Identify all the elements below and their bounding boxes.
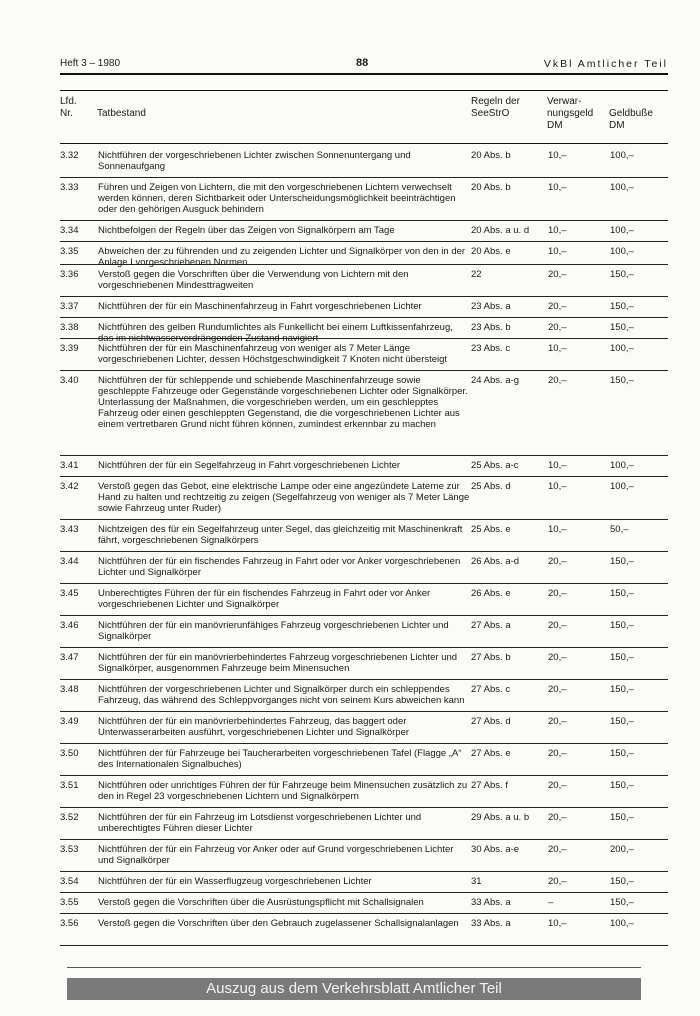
row-geldbusse: 150,– — [610, 269, 634, 280]
row-number: 3.53 — [60, 844, 79, 855]
row-verwarnungsgeld: 10,– — [548, 481, 567, 492]
row-geldbusse: 150,– — [610, 652, 634, 663]
row-tatbestand: Nichtführen der für ein Maschinenfahrzeug von weniger als 7 Meter Länge vorgeschriebenen Lichter, dessen Höchstgeschwindigkeit 7 Knoten nicht übersteigt — [98, 343, 448, 365]
table-row — [60, 648, 668, 680]
row-tatbestand: Nichtbefolgen der Regeln über das Zeigen von Signalkörpern am Tage — [98, 225, 395, 236]
table-row — [60, 318, 668, 344]
row-tatbestand: Nichtführen der für schleppende und schiebende Maschinenfahrzeuge sowie geschleppte Fahrzeuge oder Gegenstände vorgeschriebenen Lichter oder Signalkörper. Unterlassung der Maßnahmen, die vorgeschrieben werden, um ein geschlepptes Fahrzeug oder einen geschleppten Gegenstand, die die vorgeschriebenen Lichter aus einem vertretbaren Grund nicht führen können, zumindest erkennbar zu machen — [98, 375, 468, 430]
row-geldbusse: 50,– — [610, 524, 629, 535]
table-row — [60, 477, 668, 520]
offence-table — [60, 146, 668, 946]
row-number: 3.50 — [60, 748, 79, 759]
row-tatbestand: Führen und Zeigen von Lichtern, die mit den vorgeschriebenen Lichtern verwechselt werden können, deren Sichtbarkeit oder Unterscheidungsmöglichkeit beeinträchtigen oder den gehörigen Ausguck behindern — [98, 182, 456, 215]
row-geldbusse: 150,– — [610, 897, 634, 908]
row-regel: 20 Abs. b — [471, 182, 511, 193]
row-tatbestand: Verstoß gegen die Vorschriften über die Verwendung von Lichtern mit den vorgeschriebenen Mindesttragweiten — [98, 269, 409, 291]
row-regel: 26 Abs. e — [471, 588, 511, 599]
row-tatbestand: Verstoß gegen die Vorschriften über den Gebrauch zugelassener Schallsignalanlagen — [98, 918, 459, 929]
column-header-regeln: Regeln der SeeStrO — [471, 96, 520, 119]
row-verwarnungsgeld: 10,– — [548, 225, 567, 236]
row-verwarnungsgeld: 20,– — [548, 876, 567, 887]
row-regel: 27 Abs. f — [471, 780, 508, 791]
row-geldbusse: 150,– — [610, 620, 634, 631]
row-number: 3.41 — [60, 460, 79, 471]
row-regel: 23 Abs. c — [471, 343, 511, 354]
row-number: 3.38 — [60, 322, 79, 333]
row-geldbusse: 150,– — [610, 748, 634, 759]
row-number: 3.45 — [60, 588, 79, 599]
row-tatbestand: Unberechtigtes Führen der für ein fischendes Fahrzeug in Fahrt oder vor Anker vorgeschriebenen Lichter und Signalkörper — [98, 588, 431, 610]
row-number: 3.39 — [60, 343, 79, 354]
table-row — [60, 776, 668, 808]
row-verwarnungsgeld: 10,– — [548, 150, 567, 161]
row-verwarnungsgeld: 20,– — [548, 322, 567, 333]
page-number: 88 — [356, 57, 369, 69]
row-verwarnungsgeld: 20,– — [548, 716, 567, 727]
row-geldbusse: 150,– — [610, 716, 634, 727]
row-geldbusse: 100,– — [610, 343, 634, 354]
row-regel: 29 Abs. a u. b — [471, 812, 530, 823]
row-verwarnungsgeld: 20,– — [548, 652, 567, 663]
row-tatbestand: Nichtführen der für ein Segelfahrzeug in Fahrt vorgeschriebenen Lichter — [98, 460, 401, 471]
header-bottom-rule — [60, 143, 668, 144]
row-tatbestand: Nichtführen der für ein fischendes Fahrzeug in Fahrt oder vor Anker vorgeschriebenen Lichter und Signalkörper — [98, 556, 461, 578]
row-geldbusse: 150,– — [610, 375, 634, 386]
table-column-headers — [60, 96, 668, 142]
row-regel: 20 Abs. b — [471, 150, 511, 161]
issue-label: Heft 3 – 1980 — [60, 58, 121, 69]
row-geldbusse: 150,– — [610, 301, 634, 312]
row-regel: 22 — [471, 269, 482, 280]
row-tatbestand: Abweichen der zu führenden und zu zeigenden Lichter und Signalkörper von den in der Anlage I vorgeschriebenen Normen — [98, 246, 466, 268]
row-geldbusse: 100,– — [610, 225, 634, 236]
table-row — [60, 914, 668, 946]
row-regel: 25 Abs. d — [471, 481, 511, 492]
row-number: 3.48 — [60, 684, 79, 695]
row-tatbestand: Nichtführen oder unrichtiges Führen der für Fahrzeuge beim Minensuchen zusätzlich zu den in Regel 23 vorgeschriebenen Lichtern und Signalkörpern — [98, 780, 468, 802]
table-row — [60, 808, 668, 840]
row-number: 3.37 — [60, 301, 79, 312]
row-verwarnungsgeld: 10,– — [548, 460, 567, 471]
row-tatbestand: Nichtzeigen des für ein Segelfahrzeug unter Segel, das gleichzeitig mit Maschinenkraft fährt, vorgeschriebenen Signalkörpers — [98, 524, 463, 546]
row-regel: 31 — [471, 876, 482, 887]
row-verwarnungsgeld: 20,– — [548, 748, 567, 759]
row-number: 3.46 — [60, 620, 79, 631]
table-row — [60, 552, 668, 584]
row-verwarnungsgeld: – — [548, 897, 554, 908]
row-number: 3.35 — [60, 246, 79, 257]
row-geldbusse: 100,– — [610, 918, 634, 929]
table-row — [60, 680, 668, 712]
row-number: 3.52 — [60, 812, 79, 823]
row-regel: 25 Abs. e — [471, 524, 511, 535]
row-number: 3.49 — [60, 716, 79, 727]
row-regel: 30 Abs. a-e — [471, 844, 520, 855]
table-row — [60, 840, 668, 872]
row-number: 3.34 — [60, 225, 79, 236]
row-geldbusse: 150,– — [610, 322, 634, 333]
table-row — [60, 872, 668, 893]
table-row — [60, 297, 668, 318]
row-regel: 20 Abs. e — [471, 246, 511, 257]
row-regel: 27 Abs. c — [471, 684, 511, 695]
row-geldbusse: 150,– — [610, 556, 634, 567]
row-geldbusse: 150,– — [610, 780, 634, 791]
table-row — [60, 178, 668, 221]
row-tatbestand: Verstoß gegen das Gebot, eine elektrische Lampe oder eine angezündete Laterne zur Hand zu halten und rechtzeitig zu zeigen (Segelfahrzeug von weniger als 7 Meter Länge sowie Fahrzeug unter Ruder) — [98, 481, 470, 514]
row-number: 3.55 — [60, 897, 79, 908]
row-number: 3.44 — [60, 556, 79, 567]
table-row — [60, 584, 668, 616]
table-row — [60, 520, 668, 552]
row-regel: 25 Abs. a-c — [471, 460, 519, 471]
row-verwarnungsgeld: 20,– — [548, 844, 567, 855]
row-regel: 27 Abs. b — [471, 652, 511, 663]
row-verwarnungsgeld: 20,– — [548, 780, 567, 791]
row-number: 3.51 — [60, 780, 79, 791]
row-number: 3.33 — [60, 182, 79, 193]
row-number: 3.43 — [60, 524, 79, 535]
row-tatbestand: Nichtführen der für ein Maschinenfahrzeug in Fahrt vorgeschriebenen Lichter — [98, 301, 422, 312]
table-row — [60, 242, 668, 268]
row-regel: 26 Abs. a-d — [471, 556, 520, 567]
row-geldbusse: 150,– — [610, 812, 634, 823]
table-row — [60, 893, 668, 914]
row-verwarnungsgeld: 10,– — [548, 918, 567, 929]
row-regel: 24 Abs. a-g — [471, 375, 520, 386]
row-regel: 27 Abs. e — [471, 748, 511, 759]
row-geldbusse: 100,– — [610, 460, 634, 471]
table-row — [60, 146, 668, 178]
page-header — [60, 56, 668, 72]
row-geldbusse: 150,– — [610, 684, 634, 695]
footer-banner: Auszug aus dem Verkehrsblatt Amtlicher Teil — [67, 978, 641, 1000]
table-row — [60, 265, 668, 297]
table-row — [60, 744, 668, 776]
row-verwarnungsgeld: 20,– — [548, 684, 567, 695]
row-verwarnungsgeld: 20,– — [548, 588, 567, 599]
row-geldbusse: 100,– — [610, 150, 634, 161]
row-regel: 20 Abs. a u. d — [471, 225, 530, 236]
row-tatbestand: Verstoß gegen die Vorschriften über die Ausrüstungspflicht mit Schallsignalen — [98, 897, 424, 908]
row-regel: 33 Abs. a — [471, 897, 511, 908]
table-row — [60, 339, 668, 371]
column-header-verwarnungsgeld: Verwar- nungsgeld DM — [547, 96, 594, 131]
table-row — [60, 221, 668, 242]
bottom-rule — [67, 967, 641, 968]
row-verwarnungsgeld: 20,– — [548, 556, 567, 567]
row-regel: 23 Abs. a — [471, 301, 511, 312]
row-tatbestand: Nichtführen der für ein Wasserflugzeug vorgeschriebenen Lichter — [98, 876, 372, 887]
row-regel: 23 Abs. b — [471, 322, 511, 333]
table-top-rule — [60, 90, 668, 91]
row-tatbestand: Nichtführen der vorgeschriebenen Lichter zwischen Sonnenuntergang und Sonnenaufgang — [98, 150, 411, 172]
row-regel: 33 Abs. a — [471, 918, 511, 929]
row-verwarnungsgeld: 10,– — [548, 343, 567, 354]
row-geldbusse: 100,– — [610, 246, 634, 257]
row-geldbusse: 100,– — [610, 481, 634, 492]
table-row — [60, 456, 668, 477]
row-geldbusse: 100,– — [610, 182, 634, 193]
row-number: 3.32 — [60, 150, 79, 161]
row-number: 3.47 — [60, 652, 79, 663]
table-row — [60, 712, 668, 744]
row-verwarnungsgeld: 10,– — [548, 182, 567, 193]
row-tatbestand: Nichtführen des gelben Rundumlichtes als Funkellicht bei einem Luftkissenfahrzeug, das im nichtwasserverdrängenden Zustand navigiert — [98, 322, 453, 344]
column-header-geldbusse: Geldbuße DM — [609, 108, 653, 131]
row-tatbestand: Nichtführen der vorgeschriebenen Lichter und Signalkörper durch ein schleppendes Fahrzeug, das während des Schleppvorganges nicht von seinem Kurs abweichen kann — [98, 684, 465, 706]
row-verwarnungsgeld: 20,– — [548, 269, 567, 280]
journal-title: VkBl Amtlicher Teil — [543, 58, 668, 70]
header-rule — [60, 73, 668, 75]
column-header-tatbestand: Tatbestand — [97, 108, 146, 119]
row-verwarnungsgeld: 20,– — [548, 812, 567, 823]
row-number: 3.56 — [60, 918, 79, 929]
row-number: 3.42 — [60, 481, 79, 492]
row-verwarnungsgeld: 20,– — [548, 301, 567, 312]
row-verwarnungsgeld: 20,– — [548, 375, 567, 386]
row-number: 3.40 — [60, 375, 79, 386]
row-verwarnungsgeld: 10,– — [548, 246, 567, 257]
row-geldbusse: 150,– — [610, 876, 634, 887]
row-number: 3.36 — [60, 269, 79, 280]
column-header-nr: Lfd. Nr. — [60, 96, 77, 119]
row-tatbestand: Nichtführen der für ein manövrierbehindertes Fahrzeug vorgeschriebenen Lichter und Signalkörper, ausgenommen Fahrzeuge beim Minensuchen — [98, 652, 458, 674]
row-regel: 27 Abs. d — [471, 716, 511, 727]
row-tatbestand: Nichtführen der für ein Fahrzeug vor Anker oder auf Grund vorgeschriebenen Lichter und Signalkörper — [98, 844, 454, 866]
row-regel: 27 Abs. a — [471, 620, 511, 631]
row-number: 3.54 — [60, 876, 79, 887]
row-verwarnungsgeld: 10,– — [548, 524, 567, 535]
row-tatbestand: Nichtführen der für Fahrzeuge bei Taucherarbeiten vorgeschriebenen Tafel (Flagge „A“ des Internationalen Signalbuches) — [98, 748, 462, 770]
row-verwarnungsgeld: 20,– — [548, 620, 567, 631]
row-tatbestand: Nichtführen der für ein manövrierunfähiges Fahrzeug vorgeschriebenen Lichter und Signalkörper — [98, 620, 449, 642]
row-tatbestand: Nichtführen der für ein Fahrzeug im Lotsdienst vorgeschriebenen Lichter und unberechtigtes Führen dieser Lichter — [98, 812, 422, 834]
table-row — [60, 371, 668, 456]
row-geldbusse: 150,– — [610, 588, 634, 599]
row-geldbusse: 200,– — [610, 844, 634, 855]
row-tatbestand: Nichtführen der für ein manövrierbehindertes Fahrzeug, das baggert oder Unterwasserarbeiten ausführt, vorgeschriebenen Lichter und Signalkörper — [98, 716, 410, 738]
table-row — [60, 616, 668, 648]
